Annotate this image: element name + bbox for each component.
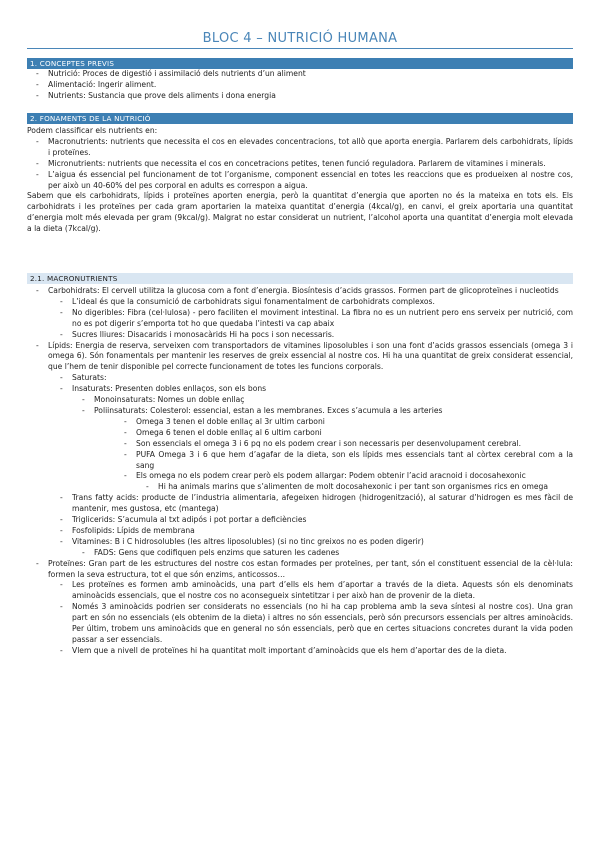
list-item: - Trans fatty acids: producte de l’industria alimentaria, afegeixen hidrogen (hidrogenització), al saturar d’hidrogen es mes fàcil de mantenir, mes gustosa, etc (mantega)	[60, 493, 573, 514]
list-item: - Vlem que a nivell de proteïnes hi ha quantitat molt important d’aminoàcids que els hem d’aportar des de la dieta.	[60, 645, 507, 655]
carbohidrats-item: - Carbohidrats: El cervell utilitza la glucosa com a font d’energia. Biosíntesis d’acids grassos. Formen part de glicoproteïnes i nucleotids	[36, 286, 559, 295]
list-item: - Les proteïnes es formen amb aminoàcids, una part d’ells els hem d’aportar a través de la dieta. Aquests són els denominats aminoàcids essencials, que el nostre cos no aconsegueix sintetitzar i per això han de provenir de la dieta.	[60, 580, 573, 601]
list-item: - Poliinsaturats: Colesterol: essencial, estan a les membranes. Exces s’acumula a les arteries	[82, 405, 443, 415]
list-item: - PUFA Omega 3 i 6 que hem d’agafar de la dieta, son els lípids mes essencials tant al còrtex cerebral com a la sang	[124, 449, 573, 470]
list-item: - Macronutrients: nutrients que necessita el cos en elevades concentracions, tot allò que aporta energia. Parlarem dels carbohidrats, lípids i proteïnes.	[36, 136, 573, 157]
list-item: - L’ideal és que la consumició de carbohidrats sigui fonamentalment de carbohidrats complexos.	[60, 296, 435, 306]
section-heading-macronutrients: 2.1. MACRONUTRIENTS	[27, 273, 573, 284]
document-title: BLOC 4 – NUTRICIÓ HUMANA	[202, 31, 398, 46]
list-item: - Saturats:	[60, 373, 107, 383]
list-item: - Alimentació: Ingerir aliment.	[36, 79, 157, 89]
list-item: - Els omega no els podem crear però els podem allargar: Podem obtenir l’acid aracnoid i docosahexonic	[124, 471, 526, 481]
section-heading-fonaments: 2. FONAMENTS DE LA NUTRICIÓ	[27, 113, 573, 124]
list-item: - Insaturats: Presenten dobles enllaços, son els bons	[60, 384, 267, 394]
title-underline	[27, 48, 573, 49]
list-item: - Vitamines: B i C hidrosolubles (les altres liposolubles) (si no tinc greixos no es poden digerir)	[60, 536, 424, 546]
list-item: - No digeribles: Fibra (cel·lulosa) - pero faciliten el moviment intestinal. La fibra no es un nutrient pero ens serveix per nutrició, com no es pot digerir s’emporta tot ho que quedaba l’intesti va cap abaix	[60, 307, 573, 328]
list-item: - Només 3 aminoàcids podrien ser considerats no essencials (no hi ha cap problema amb la seva síntesi al nostre cos). Una gran part en són no essencials (els obtenim de la dieta) i altres no són essencials, però són precursors essencials per altres aminoàcids. Per últim, trobem uns aminoàcids que en general no són essencials, però que en certes situacions concretes durant la vida poden passar a ser essencials.	[60, 602, 573, 644]
conceptes-list	[27, 69, 573, 102]
list-item: - Monoinsaturats: Nomes un doble enllaç	[82, 395, 245, 405]
energia-paragraph: Sabem que els carbohidrats, lípids i proteïnes aporten energia, però la quantitat d’energia que aporten no és la mateixa en tots els. Els carbohidrats i les proteïnes per cada gram aportarien la mateixa quantitat d’energia (4kcal/g), en canvi, el greix aportaria una quantitat d’energia molt més elevada per gram (9kcal/g). Malgrat no estar considerat un nutrient, l’alcohol aporta una quantitat d’energia molt elevada a la dieta (7kcal/g).	[27, 191, 573, 234]
proteines-item: - Proteïnes: Gran part de les estructures del nostre cos estan formades per proteïnes, per tant, són el constituent essencial de la cèl·lula: formen la seva estructura, tot el que són enzims, anticossos…	[36, 558, 573, 579]
list-item: - Omega 3 tenen el doble enllaç al 3r ultim carboni	[124, 416, 325, 426]
list-item: - Hi ha animals marins que s’alimenten de molt docosahexonic i per tant son organismes rics en omega	[146, 482, 549, 492]
list-item: - Nutrició: Proces de digestió i assimilació dels nutrients d’un aliment	[36, 69, 306, 78]
list-item: - Sucres lliures: Disacarids i monosacàrids Hi ha pocs i son necessaris.	[60, 329, 335, 339]
list-item: - FADS: Gens que codifiquen pels enzims que saturen les cadenes	[82, 547, 340, 557]
fonaments-body	[27, 126, 573, 235]
list-item: - Micronutrients: nutrients que necessita el cos en concetracions petites, tenen funció reguladora. Parlarem de vitamines i minerals.	[36, 158, 546, 168]
list-item: - Omega 6 tenen el doble enllaç al 6 ultim carboni	[124, 427, 322, 437]
list-item: - Nutrients: Sustancia que prove dels aliments i dona energia	[36, 90, 276, 100]
fonaments-intro: Podem classificar els nutrients en:	[27, 126, 158, 135]
list-item: - Triglicerids: S’acumula al txt adipós i pot portar a deficiències	[60, 515, 307, 525]
list-item: - Fosfolipids: Lípids de membrana	[60, 525, 195, 535]
list-item: - Son essencials el omega 3 i 6 pq no els podem crear i son necessaris per desenvolupament cerebral.	[124, 438, 522, 448]
section-heading-conceptes: 1. CONCEPTES PREVIS	[27, 58, 573, 69]
list-item: - L’aigua és essencial pel funcionament de tot l’organisme, component essencial en totes les reaccions que es produeixen al nostre cos, per això un 40-60% del pes corporal en adults es correspon a aigua.	[36, 169, 573, 190]
lipids-item: - Lípids: Energia de reserva, serveixen com transportadors de vitamines liposolubles i son una font d’acids grassos essencials (omega 3 i omega 6). Són fonamentals per mantenir les reserves de greix essencial al nostre cos. Hi ha una quantitat de greix considerat essencial, que l’hem de tenir disponible pel correcte funcionament de totes les funcions corporals.	[36, 340, 573, 372]
macronutrients-body	[27, 286, 573, 657]
